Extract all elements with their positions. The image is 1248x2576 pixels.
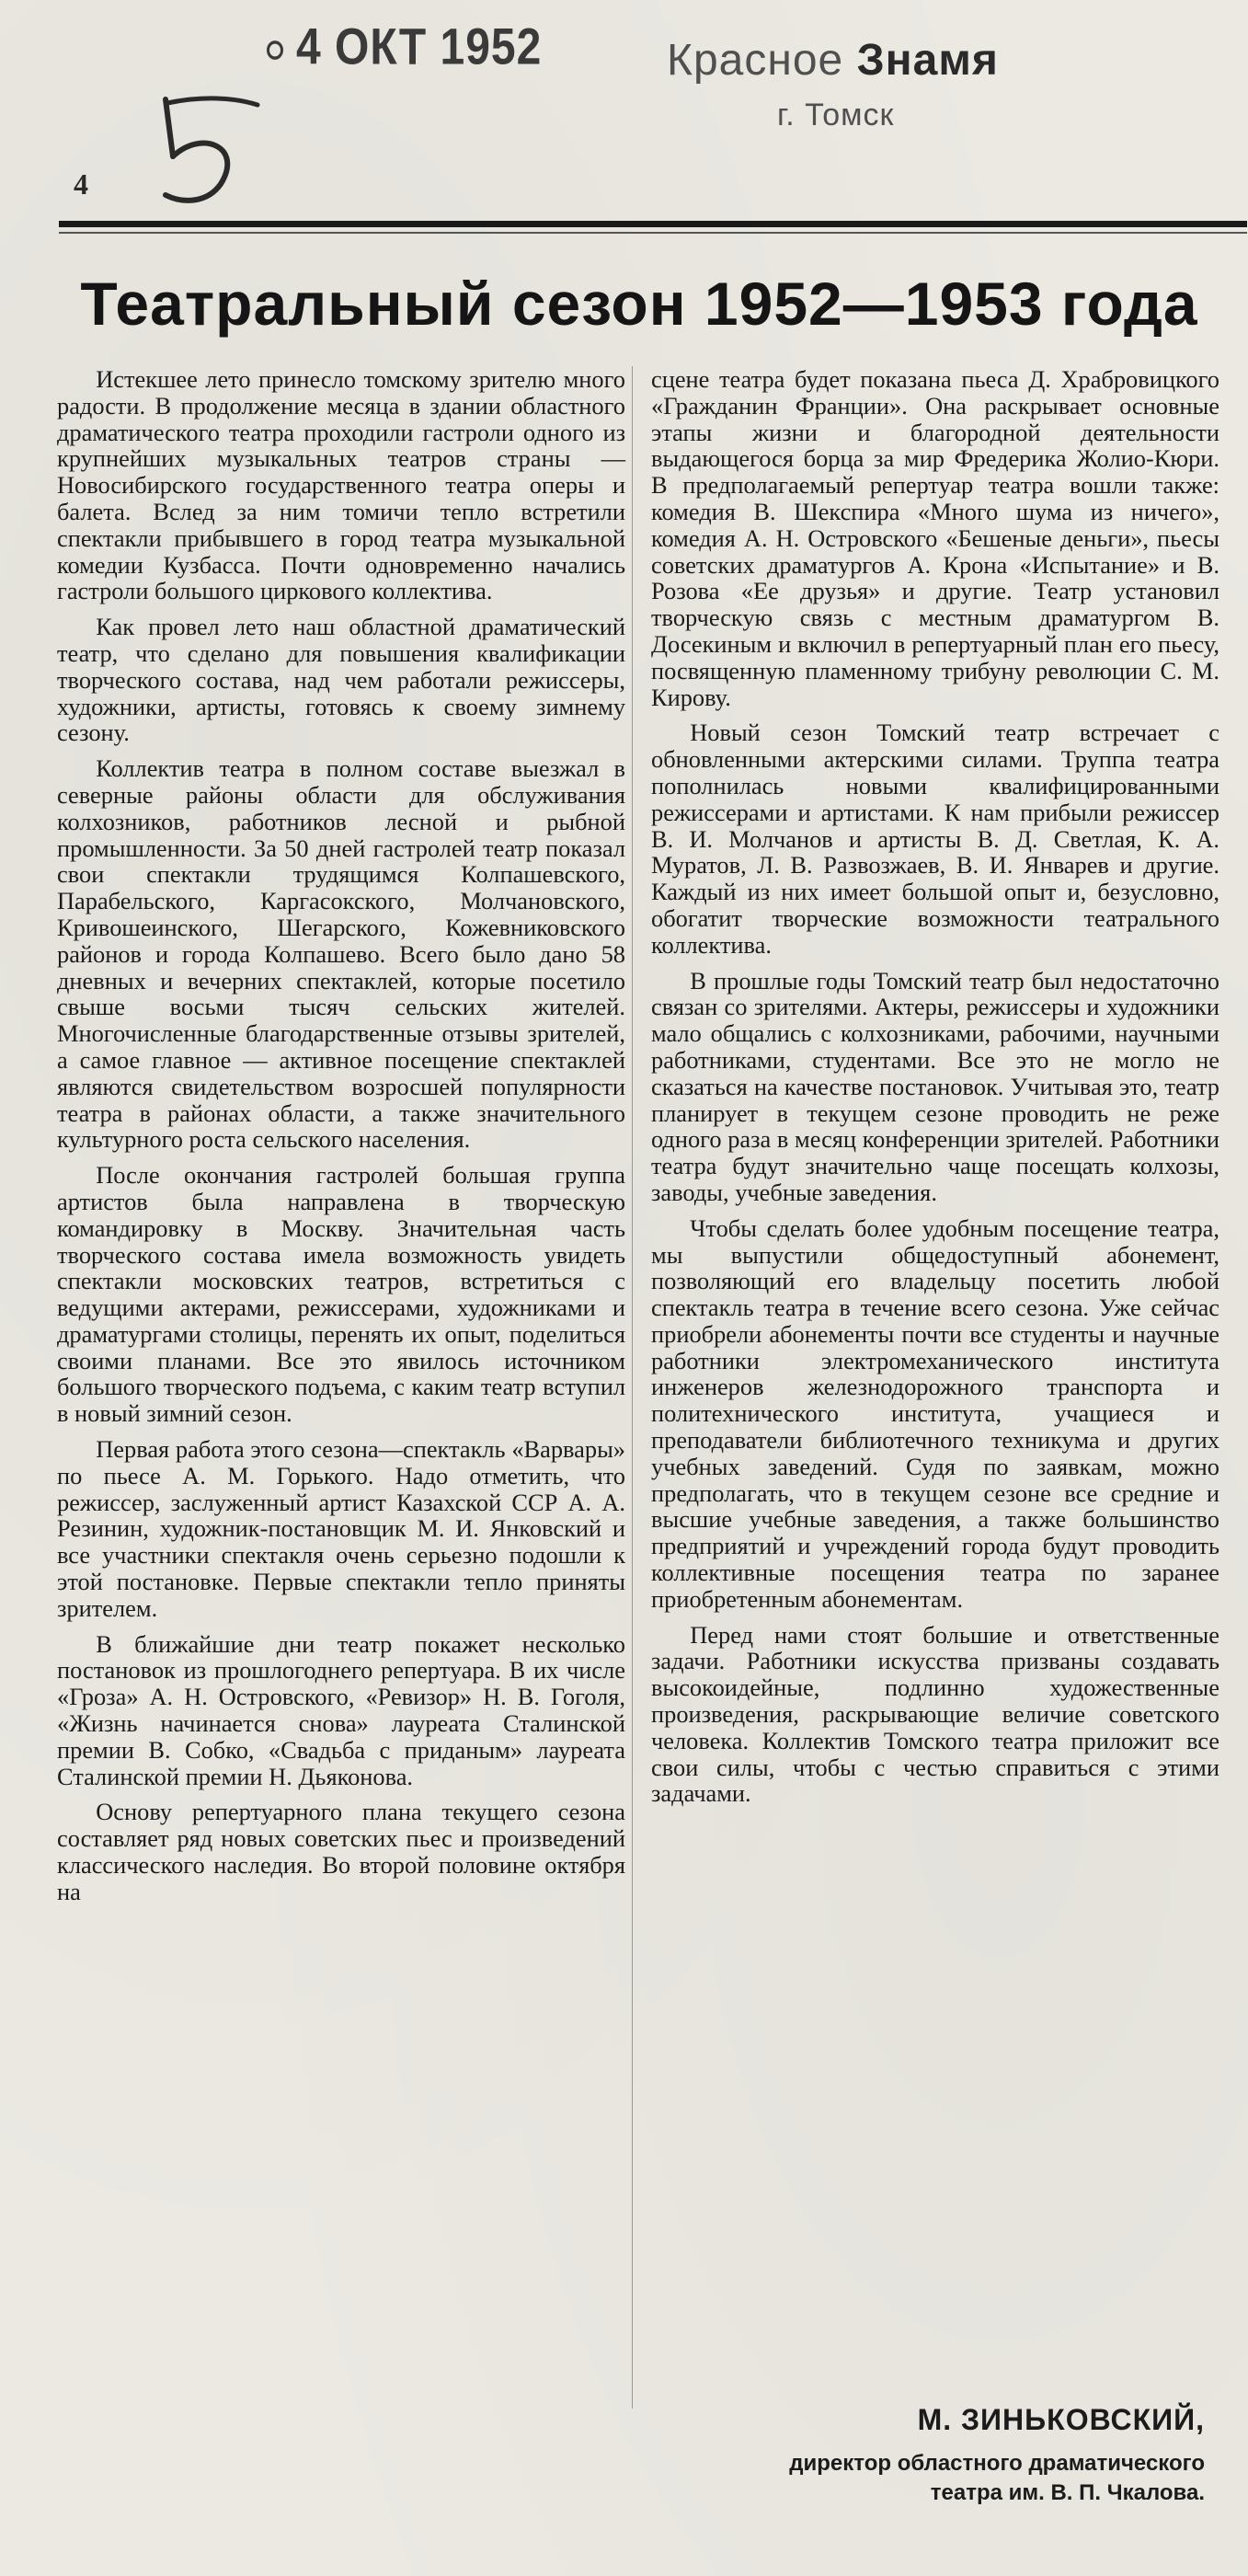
article-title: Театральный сезон 1952—1953 года bbox=[80, 270, 1198, 338]
column-divider bbox=[632, 366, 633, 2409]
author-position-line2: театра им. В. П. Чкалова. bbox=[930, 2480, 1205, 2505]
masthead-name-part2: Знамя bbox=[856, 36, 999, 85]
header-rule-thin bbox=[59, 232, 1247, 234]
paragraph: Истекшее лето принесло томскому зрителю много радости. В продолжение месяца в здании областного драматического театра проходили гастроли одного из крупнейших музыкальных театров страны — Новосибирского государственного театра оперы и балета. Вслед за ним томичи тепло встретили спектакли прибывшего в город театра музыкальной комедии Кузбасса. Почти одновременно начались гастроли большого циркового коллектива. bbox=[57, 365, 625, 605]
header-rule bbox=[59, 221, 1247, 227]
paragraph: Новый сезон Томский театр встречает с обновленными актерскими силами. Труппа театра пополнилась новыми квалифицированными режиссерами и артистами. К нам прибыли режиссер В. И. Молчанов и артисты В. Д. Светлая, К. А. Муратов, Л. В. Развозжаев, В. И. Январев и другие. Каждый из них имеет большой опыт и, безусловно, обогатит творческие возможности театрального коллектива. bbox=[651, 719, 1219, 959]
paragraph: Основу репертуарного плана текущего сезона составляет ряд новых советских пьес и произведений классического наследия. Во второй половине октября на bbox=[57, 1798, 625, 1905]
page-number: 4 bbox=[74, 167, 88, 201]
masthead-city: г. Томск bbox=[777, 98, 895, 132]
paragraph: Первая работа этого сезона—спектакль «Варвары» по пьесе А. М. Горького. Надо отметить, что режиссер, заслуженный артист Казахской ССР А. А. Резинин, художник-постановщик М. И. Янковский и все участники спектакля очень серьезно подошли к этой постановке. Первые спектакли тепло приняты зрителем. bbox=[57, 1435, 625, 1622]
date-stamp-text: 4 ОКТ 1952 bbox=[296, 19, 543, 76]
paragraph: После окончания гастролей большая группа артистов была направлена в творческую командировку в Москву. Значительная часть творческого состава имела возможность увидеть спектакли московских театров, встретиться с ведущими актерами, режиссерами, художниками и драматургами столицы, перенять их опыт, поделиться своими планами. Все это явилось источником большого творческого подъема, с каким театр вступил в новый зимний сезон. bbox=[57, 1161, 625, 1428]
paragraph: сцене театра будет показана пьеса Д. Храбровицкого «Гражданин Франции». Она раскрывает основные этапы жизни и благородной деятельности выдающегося борца за мир Фредерика Жолио-Кюри. В предполагаемый репертуар театра вошли также: комедия В. Шекспира «Много шума из ничего», комедия А. Н. Островского «Бешеные деньги», пьесы советских драматургов А. Крона «Испытание» и В. Розова «Ее друзья» и другие. Театр установил творческую связь с местным драматургом В. Досекиным и включил в репертуарный план его пьесу, посвященную пламенному трибуну революции С. М. Кирову. bbox=[651, 365, 1219, 711]
author-name: М. ЗИНЬКОВСКИЙ, bbox=[917, 2403, 1205, 2436]
paragraph: Коллектив театра в полном составе выезжал в северные районы области для обслуживания колхозников, работников лесной и рыбной промышленности. За 50 дней гастролей театр показал свои спектакли трудящимся Колпашевского, Парабельского, Каргасокского, Молчановского, Кривошеинского, Шегарского, Кожевниковского районов и города Колпашево. Всего было дано 58 дневных и вечерних спектаклей, которые посетило свыше восьми тысяч сельских жителей. Многочисленные благодарственные отзывы зрителей, а самое главное — активное посещение спектаклей являются свидетельством возросшей популярности театра в районах области, а также значительного культурного роста сельского населения. bbox=[57, 754, 625, 1154]
paragraph: Перед нами стоят большие и ответственные задачи. Работники искусства призваны создавать высокоидейные, подлинно художественные произведения, раскрывающие величие советского человека. Коллектив Томского театра приложит все свои силы, чтобы с честью справиться с этими задачами. bbox=[651, 1620, 1219, 1808]
article-column-right bbox=[651, 366, 1219, 1816]
paragraph: В ближайшие дни театр покажет несколько постановок из прошлогоднего репертуара. В их числе «Гроза» А. Н. Островского, «Ревизор» Н. В. Гоголя, «Жизнь начинается снова» лауреата Сталинской премии В. Собко, «Свадьба с приданым» лауреата Сталинской премии Н. Дьяконова. bbox=[57, 1629, 625, 1790]
stamp-ring-icon bbox=[267, 41, 283, 61]
article-column-left bbox=[57, 366, 625, 1915]
paragraph: Как провел лето наш областной драматический театр, что сделано для повышения квалификации творческого состава, над чем работали режиссеры, художники, артисты, готовясь к своему зимнему сезону. bbox=[57, 613, 625, 747]
paragraph: Чтобы сделать более удобным посещение театра, мы выпустили общедоступный абонемент, позволяющий его владельцу посетить любой спектакль театра в течение всего сезона. Уже сейчас приобрели абонементы почти все студенты и научные работники электромеханического института инженеров железнодорожного транспорта и политехнического института, учащиеся и преподаватели библиотечного техникума и других учебных заведений. Судя по заявкам, можно предполагать, что в текущем сезоне все средние и высшие учебные заведения, а также большинство предприятий и учреждений города будут проводить коллективные посещения театра по заранее приобретенным абонементам. bbox=[651, 1213, 1219, 1613]
masthead-newspaper-name bbox=[667, 35, 999, 86]
paragraph: В прошлые годы Томский театр был недостаточно связан со зрителями. Актеры, режиссеры и художники мало общались с колхозниками, рабочими, научными работниками, студентами. Все это не могло не сказаться на качестве постановок. Учитывая это, театр планирует в текущем сезоне проводить не реже одного раза в месяц конференции зрителей. Работники театра будут значительно чаще посещать колхозы, заводы, учебные заведения. bbox=[651, 966, 1219, 1206]
author-position bbox=[644, 2449, 1205, 2508]
date-stamp bbox=[267, 18, 542, 76]
author-position-line1: директор областного драматического bbox=[789, 2451, 1205, 2476]
handwritten-mark-icon bbox=[147, 92, 267, 212]
masthead-name-part1: Красное bbox=[667, 36, 857, 85]
